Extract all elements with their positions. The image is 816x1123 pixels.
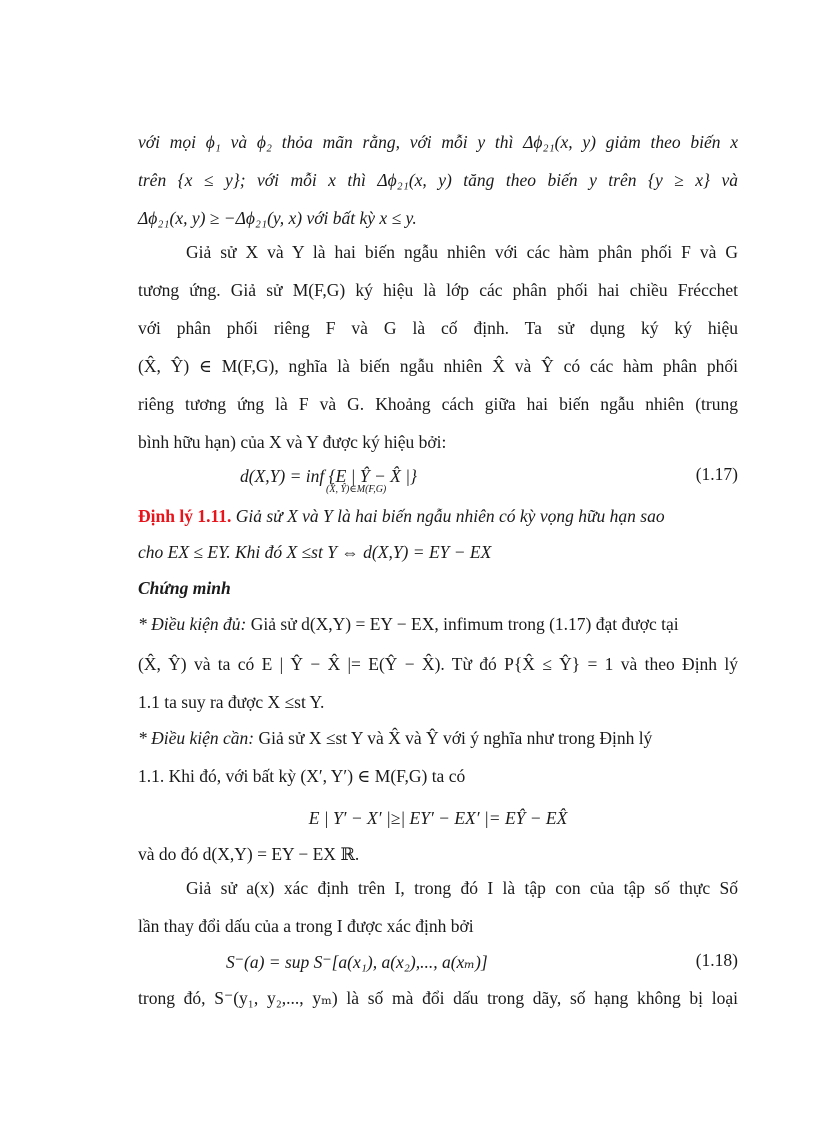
text-line-2: trên {x ≤ y}; với mỗi x thì Δϕ₂₁(x, y) tăng theo biến y trên {y ≥ x} và: [138, 170, 738, 190]
text-line-sign-2: lần thay đổi dấu của a trong I được xác định bởi: [138, 916, 474, 936]
proof-line-3: 1.1 ta suy ra được X ≤st Y.: [138, 692, 325, 712]
equation-1-17-subscript: (X̂, Ŷ)∈M(F,G): [326, 484, 387, 495]
sufficient-condition-label: * Điều kiện đủ:: [138, 614, 247, 634]
proof-heading: Chứng minh: [138, 578, 231, 598]
text-line-4: Giả sử X và Y là hai biến ngẫu nhiên với các hàm phân phối F và G: [186, 242, 738, 262]
text-line-5: tương ứng. Giả sử M(F,G) ký hiệu là lớp các phân phối hai chiều Frécchet: [138, 280, 738, 300]
necessary-condition-label: * Điều kiện cần:: [138, 728, 255, 748]
theorem-line-2: cho EX ≤ EY. Khi đó X ≤st Y ⇔ d(X,Y) = EY − EX: [138, 542, 492, 562]
text-line-last: trong đó, S⁻(y₁, y₂,..., yₘ) là số mà đổi dấu trong dãy, số hạng không bị loại: [138, 988, 738, 1008]
necessary-condition-line: [138, 726, 738, 750]
theorem-line-1: [138, 504, 738, 528]
sufficient-condition-line: [138, 612, 738, 636]
proof-line-5: 1.1. Khi đó, với bất kỳ (X′, Y′) ∈ M(F,G) ta có: [138, 766, 466, 786]
text-line-6: với phân phối riêng F và G là cố định. Ta sử dụng ký ký hiệu: [138, 318, 738, 338]
equation-number-1-17: (1.17): [695, 464, 738, 484]
text-line-7: (X̂, Ŷ) ∈ M(F,G), nghĩa là biến ngẫu nhiên X̂ và Ŷ có các hàm phân phối: [138, 356, 738, 376]
necessary-condition-text: Giả sử X ≤st Y và X̂ và Ŷ với ý nghĩa như trong Định lý: [258, 728, 653, 748]
inequality-equation: E | Y′ − X′ |≥| EY′ − EX′ |= EŶ − EX̂: [308, 808, 568, 828]
theorem-title: Định lý 1.11.: [138, 506, 232, 526]
equation-1-17: d(X,Y) = inf {E | Ŷ − X̂ |}: [240, 466, 418, 486]
text-line-8: riêng tương ứng là F và G. Khoảng cách giữa hai biến ngẫu nhiên (trung: [138, 394, 738, 414]
sufficient-condition-text: Giả sử d(X,Y) = EY − EX, infimum trong (1.17) đạt được tại: [250, 614, 679, 634]
text-line-9: bình hữu hạn) của X và Y được ký hiệu bởi:: [138, 432, 447, 452]
text-line-1: với mọi ϕ₁ và ϕ₂ thỏa mãn rằng, với mỗi y thì Δϕ₂₁(x, y) giảm theo biến x: [138, 132, 738, 152]
theorem-statement: Giả sử X và Y là hai biến ngẫu nhiên có kỳ vọng hữu hạn sao: [235, 506, 665, 526]
proof-conclusion: và do đó d(X,Y) = EY − EX ℝ.: [138, 844, 360, 864]
text-line-3: Δϕ₂₁(x, y) ≥ −Δϕ₂₁(y, x) với bất kỳ x ≤ y.: [138, 208, 417, 228]
text-line-sign-1: Giả sử a(x) xác định trên I, trong đó I là tập con của tập số thực Số: [186, 878, 738, 898]
equation-number-1-18: (1.18): [695, 950, 738, 970]
proof-line-2: (X̂, Ŷ) và ta có E | Ŷ − X̂ |= E(Ŷ − X̂). Từ đó P{X̂ ≤ Ŷ} = 1 và theo Định lý: [138, 654, 738, 674]
equation-1-18: S⁻(a) = sup S⁻[a(x₁), a(x₂),..., a(xₘ)]: [226, 952, 488, 972]
